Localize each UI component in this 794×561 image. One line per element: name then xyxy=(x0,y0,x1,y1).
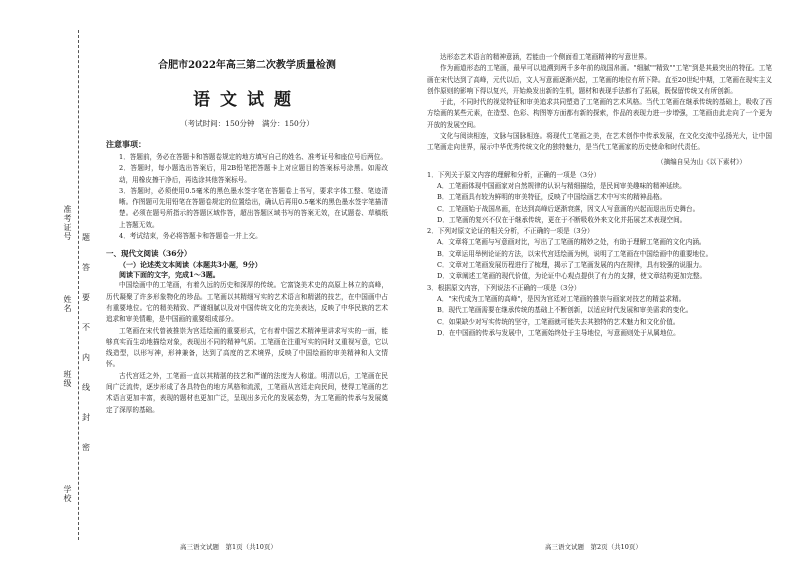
note-item: 3．答题时，必须使用0.5毫米的黑色墨水签字笔在答题卷上书写，要求字体工整、笔迹清晰。作图题可先用铅笔在答题卷规定的位置绘出，确认后再用0.5毫米的黑色墨水签字笔描清楚。必须在题号所指示的答题区域作答，超出答题区域书写的答案无效，在试题卷、草稿纸上答题无效。 xyxy=(119,186,388,229)
question-option: D．文章阐述工笔画的现代价值，为论证中心观点提供了有力的支撑，使文章结构更加完整。 xyxy=(437,272,707,281)
passage-paragraph: 工笔画在宋代曾被推崇为宫廷绘画的重要形式，它有着中国艺术精神里讲求写实的一面，能够真实而生动地描绘对象，表现出不同的精神气质。工笔画在注重写实的同时又重视写意，它以线造型，以形写神，形神兼备，达到了高度的艺术境界，反映了中国绘画的审美精神和人文情怀。 xyxy=(106,326,388,369)
passage-paragraph: 中国绘画中的工笔画，有着久远的历史和深厚的传统。它富饶美术史的高原上林立的高峰，历代凝聚了许多形象物化的珍品。工笔画以其精细写实的艺术语言和精湛的技艺，在中国画中占有重要地位。它的精美精致、严谨细腻以及对中国传统文化的完美表达，反映了中华民族的艺术追求和审美情趣，是中国画的重要组成部分。 xyxy=(106,281,388,324)
seal-char: 内 xyxy=(82,353,90,362)
exam-title: 合肥市2022年高三第二次教学质量检测 xyxy=(158,60,336,71)
seal-char: 不 xyxy=(82,323,90,332)
page-footer: 高三语文试题 第2页（共10页） xyxy=(545,543,642,551)
question-option: B．文章运用举例论证的方法，以宋代宫廷绘画为例，说明了工笔画在中国绘画中的重要地位。 xyxy=(437,249,713,258)
question-option: C．文章对工笔画发展历程进行了梳理，揭示了工笔画发展的内在规律，具有较强的说服力。 xyxy=(437,261,706,270)
passage-paragraph: 文化与阅读相连，文脉与国脉相连。将现代工笔画之美，在艺术创作中传承发展，在文化交流中弘扬光大，让中国工笔画走向世界，展示中华优秀传统文化的独特魅力，是当代工笔画家的历史使命和时代责任。 xyxy=(427,132,772,152)
binding-gutter xyxy=(0,0,100,561)
question-option: A．文章将工笔画与写意画对比，写出了工笔画的精妙之处，有助于理解工笔画的文化内涵。 xyxy=(437,238,706,247)
question-stem: 2．下列对原文论证的相关分析，不正确的一项是（3分） xyxy=(427,227,594,236)
question-option: A．"宋代成为工笔画的高峰"，是因为宫廷对工笔画的推崇与画家对技艺的精益求精。 xyxy=(437,294,686,303)
passage-source: （摘编自吴为山《以下素材》） xyxy=(656,157,746,166)
question-option: B．工笔画具有较为鲜明的审美特征，反映了中国绘画艺术中写实的精神品格。 xyxy=(437,193,667,202)
gutter-label-class: 班级 xyxy=(63,370,72,388)
seal-char: 封 xyxy=(82,413,90,422)
subsection-title: （一）论述类文本阅读（本题共3小题，9分） xyxy=(119,260,262,270)
gutter-label-exam-number: 准考证号 xyxy=(63,205,72,241)
seal-char: 线 xyxy=(82,383,90,392)
question-option: D．工笔画的复兴不仅在于继承传统，更在于不断吸收外来文化并拓展艺术表现空间。 xyxy=(437,215,687,224)
question-stem: 1．下列关于原文内容的理解和分析，正确的一项是（3分） xyxy=(427,170,601,179)
section-title: 一、现代文阅读（36分） xyxy=(106,249,192,259)
seal-char: 要 xyxy=(82,293,90,302)
gutter-label-school: 学校 xyxy=(63,485,72,503)
note-item: 2．答题时，每小题选出答案后，用2B铅笔把答题卡上对应题目的答案标号涂黑。如需改动，用橡皮擦干净后，再选涂其他答案标号。 xyxy=(119,164,388,184)
gutter-label-name: 姓名 xyxy=(63,295,72,313)
question-option: D．在中国画的传承与发展中，工笔画始终处于主导地位，写意画则处于从属地位。 xyxy=(437,328,680,337)
right-page-content xyxy=(427,52,772,339)
question-option: C．工笔画始于战国帛画，在达到高峰后逐渐衰落，因文人写意画的兴起而退出历史舞台。 xyxy=(437,204,700,213)
seal-line xyxy=(78,30,79,540)
passage-paragraph: 作为画道形态的工笔画，最早可以追溯到两千多年前的战国帛画。"细腻""精致""工笔"到是其最突出的特征。工笔画在宋代达到了高峰，元代以后，文人写意画逐渐兴起，工笔画的地位有所下降。直至20世纪中期，工笔画在现实主义创作原则的影响下得以复兴，开始焕发出新的生机，题材和表现手法都有了拓展，既保留传统又有所创新。 xyxy=(427,64,772,95)
notes-title: 注意事项： xyxy=(106,139,146,149)
left-page-content xyxy=(106,56,388,416)
question-option: B．现代工笔画需要在继承传统的基础上不断创新，以适应时代发展和审美需求的变化。 xyxy=(437,306,693,315)
reading-instruction: 阅读下面的文字，完成1～3题。 xyxy=(119,270,220,280)
subject-title: 语文试题 xyxy=(193,90,301,110)
exam-page-right xyxy=(397,0,794,561)
passage-paragraph: 达形态艺术语言的精神意涵，若能由一个侧面看工笔画精神的写意世界。 xyxy=(440,53,651,61)
seal-char: 答 xyxy=(82,263,90,272)
seal-char: 题 xyxy=(82,233,90,242)
question-option: C．如果缺少对写实传统的坚守，工笔画就可能失去其独特的艺术魅力和文化价值。 xyxy=(437,317,680,326)
question-option: A．工笔画体现中国画家对自然规律的认识与精细描绘，是民间审美趣味的精神延续。 xyxy=(437,181,686,190)
note-item: 4．考试结束，务必将答题卡和答题卷一并上交。 xyxy=(119,232,262,241)
seal-char: 密 xyxy=(82,443,90,452)
note-item: 1．答题前，务必在答题卡和答题卷规定的地方填写自己的姓名、准考证号和座位号后两位。 xyxy=(119,153,387,161)
question-stem: 3．根据原文内容，下列说法不正确的一项是（3分） xyxy=(427,283,581,292)
passage-paragraph: 古代宫廷之外，工笔画一直以其精湛的技艺和严谨的法度为人称道。明清以后，工笔画在民间广泛流传，逐步形成了各具特色的地方风格和流派，工笔画从宫廷走向民间，使得工笔画的艺术语言更加丰富，表现的题材也更加广泛，呈现出多元化的发展态势，为工笔画的传承与发展奠定了深厚的基础。 xyxy=(106,371,388,414)
exam-info: （考试时间：150分钟 满分：150分） xyxy=(180,119,314,128)
passage-paragraph: 于此，不同时代的视觉特征和审美追求共同塑造了工笔画的艺术风格。当代工笔画在继承传统的基础上，吸收了西方绘画的某些元素，在造型、色彩、构图等方面都有新的探索，作品的表现力进一步增强，工笔画由此走向了一个更为开放的发展空间。 xyxy=(427,98,772,129)
page-footer: 高三语文试题 第1页（共10页） xyxy=(180,543,277,551)
